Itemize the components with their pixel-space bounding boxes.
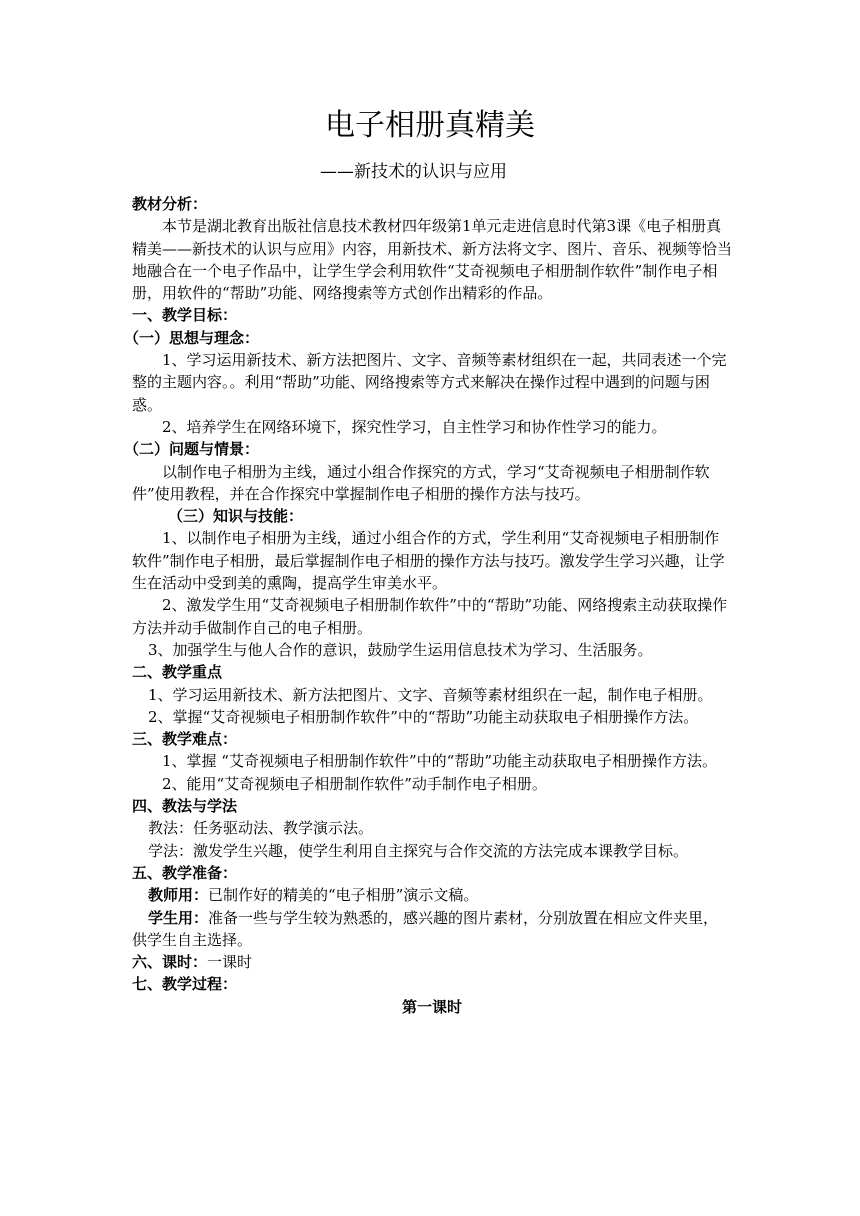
- methods-heading: 四、教法与学法: [132, 797, 238, 816]
- keypoints-heading: 二、教学重点: [132, 663, 223, 682]
- prep-student: [132, 907, 732, 952]
- methods-learn: 学法：激发学生兴趣，使学生利用自主探究与合作交流的方法完成本课教学目标。: [148, 841, 689, 860]
- goals-sub3-item-1: 1、以制作电子相册为主线，通过小组合作的方式，学生利用“艾奇视频电子相册制作软件”制作电子相册，最后掌握制作电子相册的操作方法与技巧。激发学生学习兴趣，让学生在活动中受到美的熏陶，提高学生审美水平。: [132, 529, 725, 593]
- analysis-paragraph: 本节是湖北教育出版社信息技术教材四年级第1单元走进信息时代第3课《电子相册真精美——新技术的认识与应用》内容，用新技术、新方法将文字、图片、音乐、视频等恰当地融合在一个电子作品中，让学生学会利用软件“艾奇视频电子相册制作软件”制作电子相册，用软件的“帮助”功能、网络搜索等方式创作出精彩的作品。: [132, 217, 733, 303]
- prep-teacher: [132, 884, 732, 906]
- prep-heading: 五、教学准备：: [132, 863, 238, 882]
- hours-heading: 六、课时：: [132, 953, 208, 972]
- document-title: 电子相册真精美: [325, 108, 535, 143]
- difficulties-item-1: 1、掌握 “艾奇视频电子相册制作软件”中的“帮助”功能主动获取电子相册操作方法。: [162, 752, 717, 771]
- keypoints-item-2: 2、掌握“艾奇视频电子相册制作软件”中的“帮助”功能主动获取电子相册操作方法。: [148, 707, 699, 726]
- goals-sub2-paragraph: 以制作电子相册为主线，通过小组合作探究的方式，学习“艾奇视频电子相册制作软件”使用教程，并在合作探究中掌握制作电子相册的操作方法与技巧。: [132, 462, 710, 503]
- goals-sub3-heading: （三）知识与技能：: [168, 507, 304, 526]
- first-lesson-heading: 第一课时: [401, 997, 462, 1016]
- prep-student-text: 准备一些与学生较为熟悉的，感兴趣的图片素材，分别放置在相应文件夹里，供学生自主选择。: [132, 908, 719, 949]
- hours-line: [132, 951, 732, 973]
- prep-teacher-label: 教师用：: [148, 886, 209, 905]
- keypoints-item-1: 1、学习运用新技术、新方法把图片、文字、音频等素材组织在一起，制作电子相册。: [148, 685, 713, 704]
- goals-heading: 一、教学目标：: [132, 306, 238, 325]
- goals-sub2-heading: （二）问题与情景：: [124, 440, 260, 459]
- hours-text: 一课时: [207, 953, 253, 972]
- prep-student-label: 学生用：: [148, 908, 209, 927]
- goals-sub3-item-2: 2、激发学生用“艾奇视频电子相册制作软件”中的“帮助”功能、网络搜索主动获取操作方法并动手做制作自己的电子相册。: [132, 596, 728, 637]
- goals-sub1-item-1: 1、学习运用新技术、新方法把图片、文字、音频等素材组织在一起，共同表述一个完整的主题内容。。利用“帮助”功能、网络搜索等方式来解决在操作过程中遇到的问题与困惑。: [132, 351, 727, 414]
- goals-sub1-heading: （一）思想与理念：: [124, 328, 260, 347]
- difficulties-item-2: 2、能用“艾奇视频电子相册制作软件”动手制作电子相册。: [162, 774, 547, 793]
- difficulties-heading: 三、教学难点：: [132, 730, 238, 749]
- analysis-heading: 教材分析：: [132, 195, 208, 213]
- goals-sub1-item-2: 2、培养学生在网络环境下，探究性学习，自主性学习和协作性学习的能力。: [162, 417, 667, 436]
- methods-teach: 教法：任务驱动法、教学演示法。: [148, 819, 374, 838]
- goals-sub3-item-3: 3、加强学生与他人合作的意识，鼓励学生运用信息技术为学习、生活服务。: [148, 640, 653, 659]
- document-subtitle: ——新技术的认识与应用: [320, 162, 507, 182]
- prep-teacher-text: 已制作好的精美的“电子相册”演示文稿。: [208, 886, 479, 905]
- process-heading: 七、教学过程：: [132, 975, 238, 994]
- document-body: [124, 193, 733, 1018]
